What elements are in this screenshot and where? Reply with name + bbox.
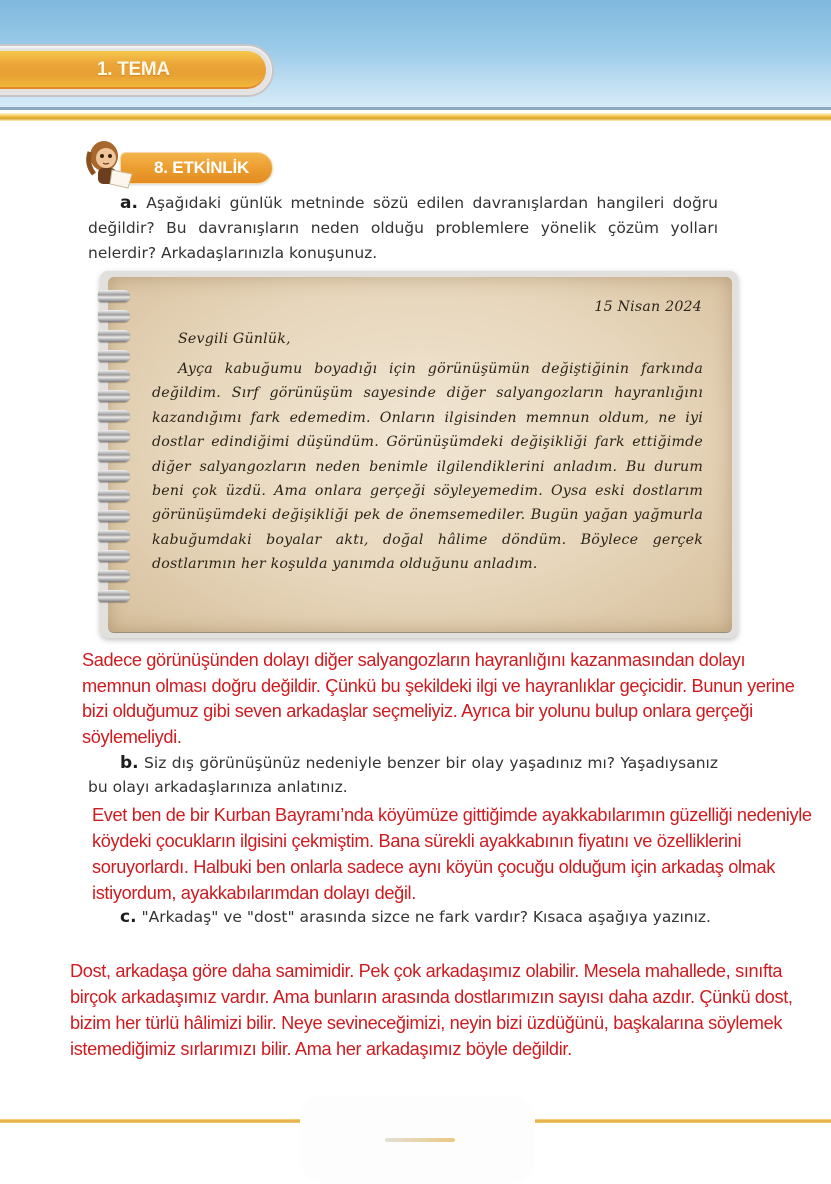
- question-c-letter: c.: [120, 907, 137, 927]
- question-a: [88, 191, 718, 266]
- question-a-letter: a.: [120, 193, 138, 213]
- activity-title: 8. ETKİNLİK: [154, 158, 250, 177]
- footer-divider-left: [0, 1119, 350, 1123]
- answer-b: Evet ben de bir Kurban Bayramı’nda köyümüze gittiğimde ayakkabılarımın güzelliği nedeniyle köydeki çocukların ilgisini çekmiştim. Bana sürekli ayakkabının fiyatını ve özelliklerini soruyorlardı. Halbuki ben onlarla sadece aynı köyün çocuğu olduğum için arkadaş olmak istiyordum, ayakkabılarımdan dolayı değil.: [92, 805, 812, 903]
- spiral-binding-icon: [98, 290, 132, 610]
- footer-divider-right: [488, 1119, 831, 1123]
- question-c: [92, 904, 718, 930]
- diary-body: Ayça kabuğumu boyadığı için görünüşümün değiştiğinin farkında değildim. Sırf görünüşüm sayesinde diğer salyangozların hayranlığını kazandığımı fark edemedim. Onların ilgisinden memnun oldum, ne iyi dostlar edindiğimi düşündüm. Görünüşümdeki değişikliği fark ettiğimde diğer salyangozların neden benimle ilgilendiklerini anladım. Bu durum beni çok üzdü. Ama onlara gerçeği söyleyemedim. Oysa eski dostlarım görünüşümdeki değişikliği pek de önemsemediler. Bugün yağan yağmurla kabuğumdaki boyalar aktı, doğal hâlime döndüm. Böylece gerçek dostlarımın her koşulda yanımda olduğunu anladım.: [152, 361, 703, 573]
- answer-c: Dost, arkadaşa göre daha samimidir. Pek çok arkadaşımız olabilir. Mesela mahallede, sınıfta birçok arkadaşımız vardır. Ama bunların arasında dostlarımızın sayısı daha azdır. Çünkü dost, bizim her türlü hâlimizi bilir. Neye sevineceğimizi, neyin bizi üzdüğünü, başkalarına söylemek istemediğimiz sırlarımızı bilir. Ama her arkadaşımız böyle değildir.: [70, 961, 793, 1059]
- girl-mascot-icon: [82, 134, 142, 190]
- question-b-letter: b.: [120, 753, 139, 773]
- question-c-text: "Arkadaş" ve "dost" arasında sizce ne fark vardır? Kısaca aşağıya yazınız.: [141, 908, 711, 926]
- page-mark-icon: [385, 1138, 455, 1142]
- question-b: [88, 751, 718, 799]
- answer-a: Sadece görünüşünden dolayı diğer salyangozların hayranlığını kazanmasından dolayı memnun olması doğru değildir. Çünkü bu şekildeki ilgi ve hayranlıklar geçicidir. Bunun yerine bizi olduğumuz gibi seven arkadaşlar seçmeliyiz. Ayrıca bir yolunu bulup onlara gerçeği söylemeliydi.: [82, 650, 795, 747]
- header-divider: [0, 113, 831, 121]
- diary-date: 15 Nisan 2024: [594, 299, 702, 315]
- diary-greeting: Sevgili Günlük,: [178, 331, 291, 347]
- theme-label: 1. TEMA: [97, 59, 170, 80]
- question-b-text: Siz dış görünüşünüz nedeniyle benzer bir olay yaşadınız mı? Yaşadıysanız bu olayı arkadaşlarınıza anlatınız.: [88, 754, 718, 796]
- question-a-text: Aşağıdaki günlük metninde sözü edilen davranışlardan hangileri doğru değildir? Bu davranışların neden olduğu problemlere yönelik çözüm yolları nelerdir? Arkadaşlarınızla konuşunuz.: [88, 194, 718, 262]
